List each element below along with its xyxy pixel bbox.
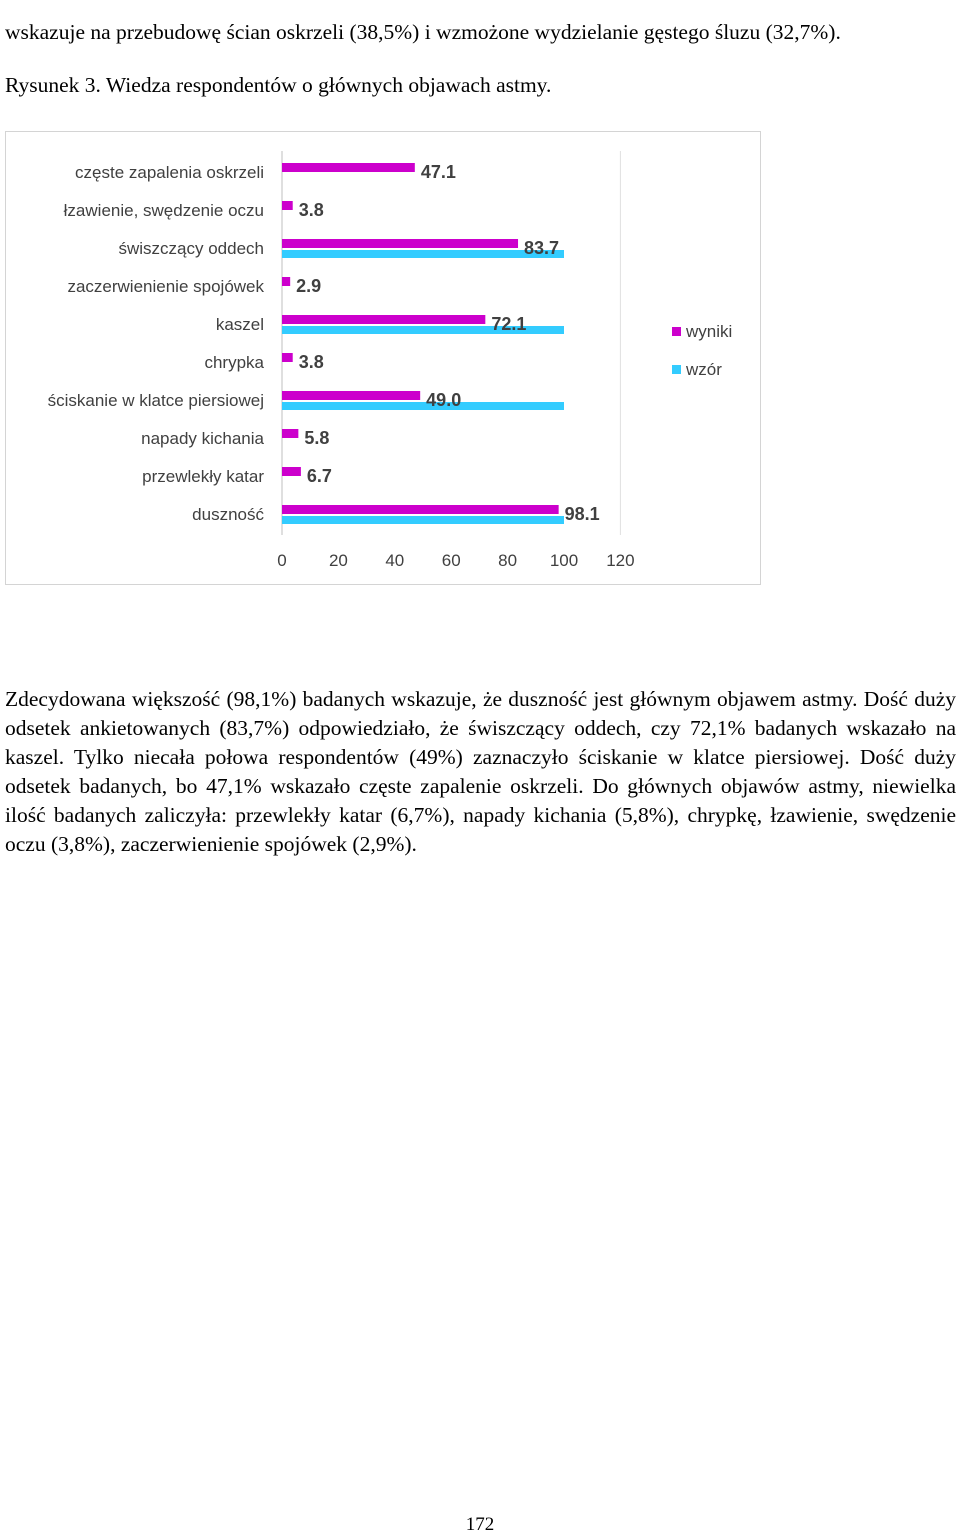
data-label: 98.1	[564, 504, 600, 524]
intro-paragraph: wskazuje na przebudowę ścian oskrzeli (38,5%) i wzmożone wydzielanie gęstego śluzu (32,7%).	[5, 19, 841, 44]
category-label: duszność	[192, 505, 264, 524]
data-label: 2.9	[296, 276, 322, 296]
category-label: chrypka	[204, 353, 264, 372]
bar-wyniki	[282, 277, 290, 286]
bar-wyniki	[282, 315, 485, 324]
legend-swatch	[672, 365, 681, 374]
category-label: kaszel	[215, 315, 264, 334]
data-label: 5.8	[304, 428, 330, 448]
category-label: świszczący oddech	[118, 239, 264, 258]
data-label: 3.8	[298, 200, 324, 220]
x-tick-label: 120	[606, 551, 635, 570]
data-label: 3.8	[298, 352, 324, 372]
x-tick-label: 100	[549, 551, 579, 570]
x-tick-label: 60	[441, 551, 461, 570]
bar-wyniki	[282, 429, 298, 438]
bar-wyniki	[282, 505, 559, 514]
bar-wzor	[282, 250, 564, 258]
bar-wyniki	[282, 467, 301, 476]
data-label: 6.7	[306, 466, 332, 486]
page-number: 172	[465, 1514, 495, 1535]
data-label: 47.1	[420, 162, 456, 182]
category-label: przewlekły katar	[142, 467, 264, 486]
category-label: napady kichania	[141, 429, 264, 448]
legend-label: wyniki	[686, 322, 733, 341]
data-label: 72.1	[491, 314, 527, 334]
category-label: łzawienie, swędzenie oczu	[63, 201, 264, 220]
category-label: częste zapalenia oskrzeli	[75, 163, 264, 182]
bar-chart	[0, 0, 960, 620]
x-tick-label: 40	[385, 551, 405, 570]
x-tick-label: 80	[498, 551, 518, 570]
figure-caption: Rysunek 3. Wiedza respondentów o głównych objawach astmy.	[5, 73, 552, 97]
bar-wyniki	[282, 391, 420, 400]
x-tick-label: 20	[328, 551, 348, 570]
bar-wzor	[282, 516, 564, 524]
x-tick-label: 0	[277, 551, 287, 570]
bar-wyniki	[282, 239, 518, 248]
bar-wyniki	[282, 163, 415, 172]
bar-wyniki	[282, 353, 293, 362]
legend-swatch	[672, 327, 681, 336]
legend-label: wzór	[686, 360, 722, 379]
bar-wzor	[282, 402, 564, 410]
bar-wyniki	[282, 201, 293, 210]
category-label: zaczerwienienie spojówek	[67, 277, 264, 296]
conclusion-paragraph: Zdecydowana większość (98,1%) badanych wskazuje, że duszność jest głównym objawem astmy. Dość duży odsetek ankietowanych (83,7%) odpowiedziało, że świszczący oddech, czy 72,1% badanych wskazało na kaszel. Tylko niecała połowa respondentów (49%) zaznaczyło ściskanie w klatce piersiowej. Dość duży odsetek badanych, bo 47,1% wskazało częste zapalenie oskrzeli. Do głównych objawów astmy, niewielka ilość badanych zaliczyła: przewlekły katar (6,7%), napady kichania (5,8%), chrypkę, łzawienie, swędzenie oczu (3,8%), zaczerwienienie spojówek (2,9%).	[5, 686, 956, 856]
data-label: 83.7	[524, 238, 560, 258]
data-label: 49.0	[426, 390, 462, 410]
category-label: ściskanie w klatce piersiowej	[47, 391, 264, 410]
